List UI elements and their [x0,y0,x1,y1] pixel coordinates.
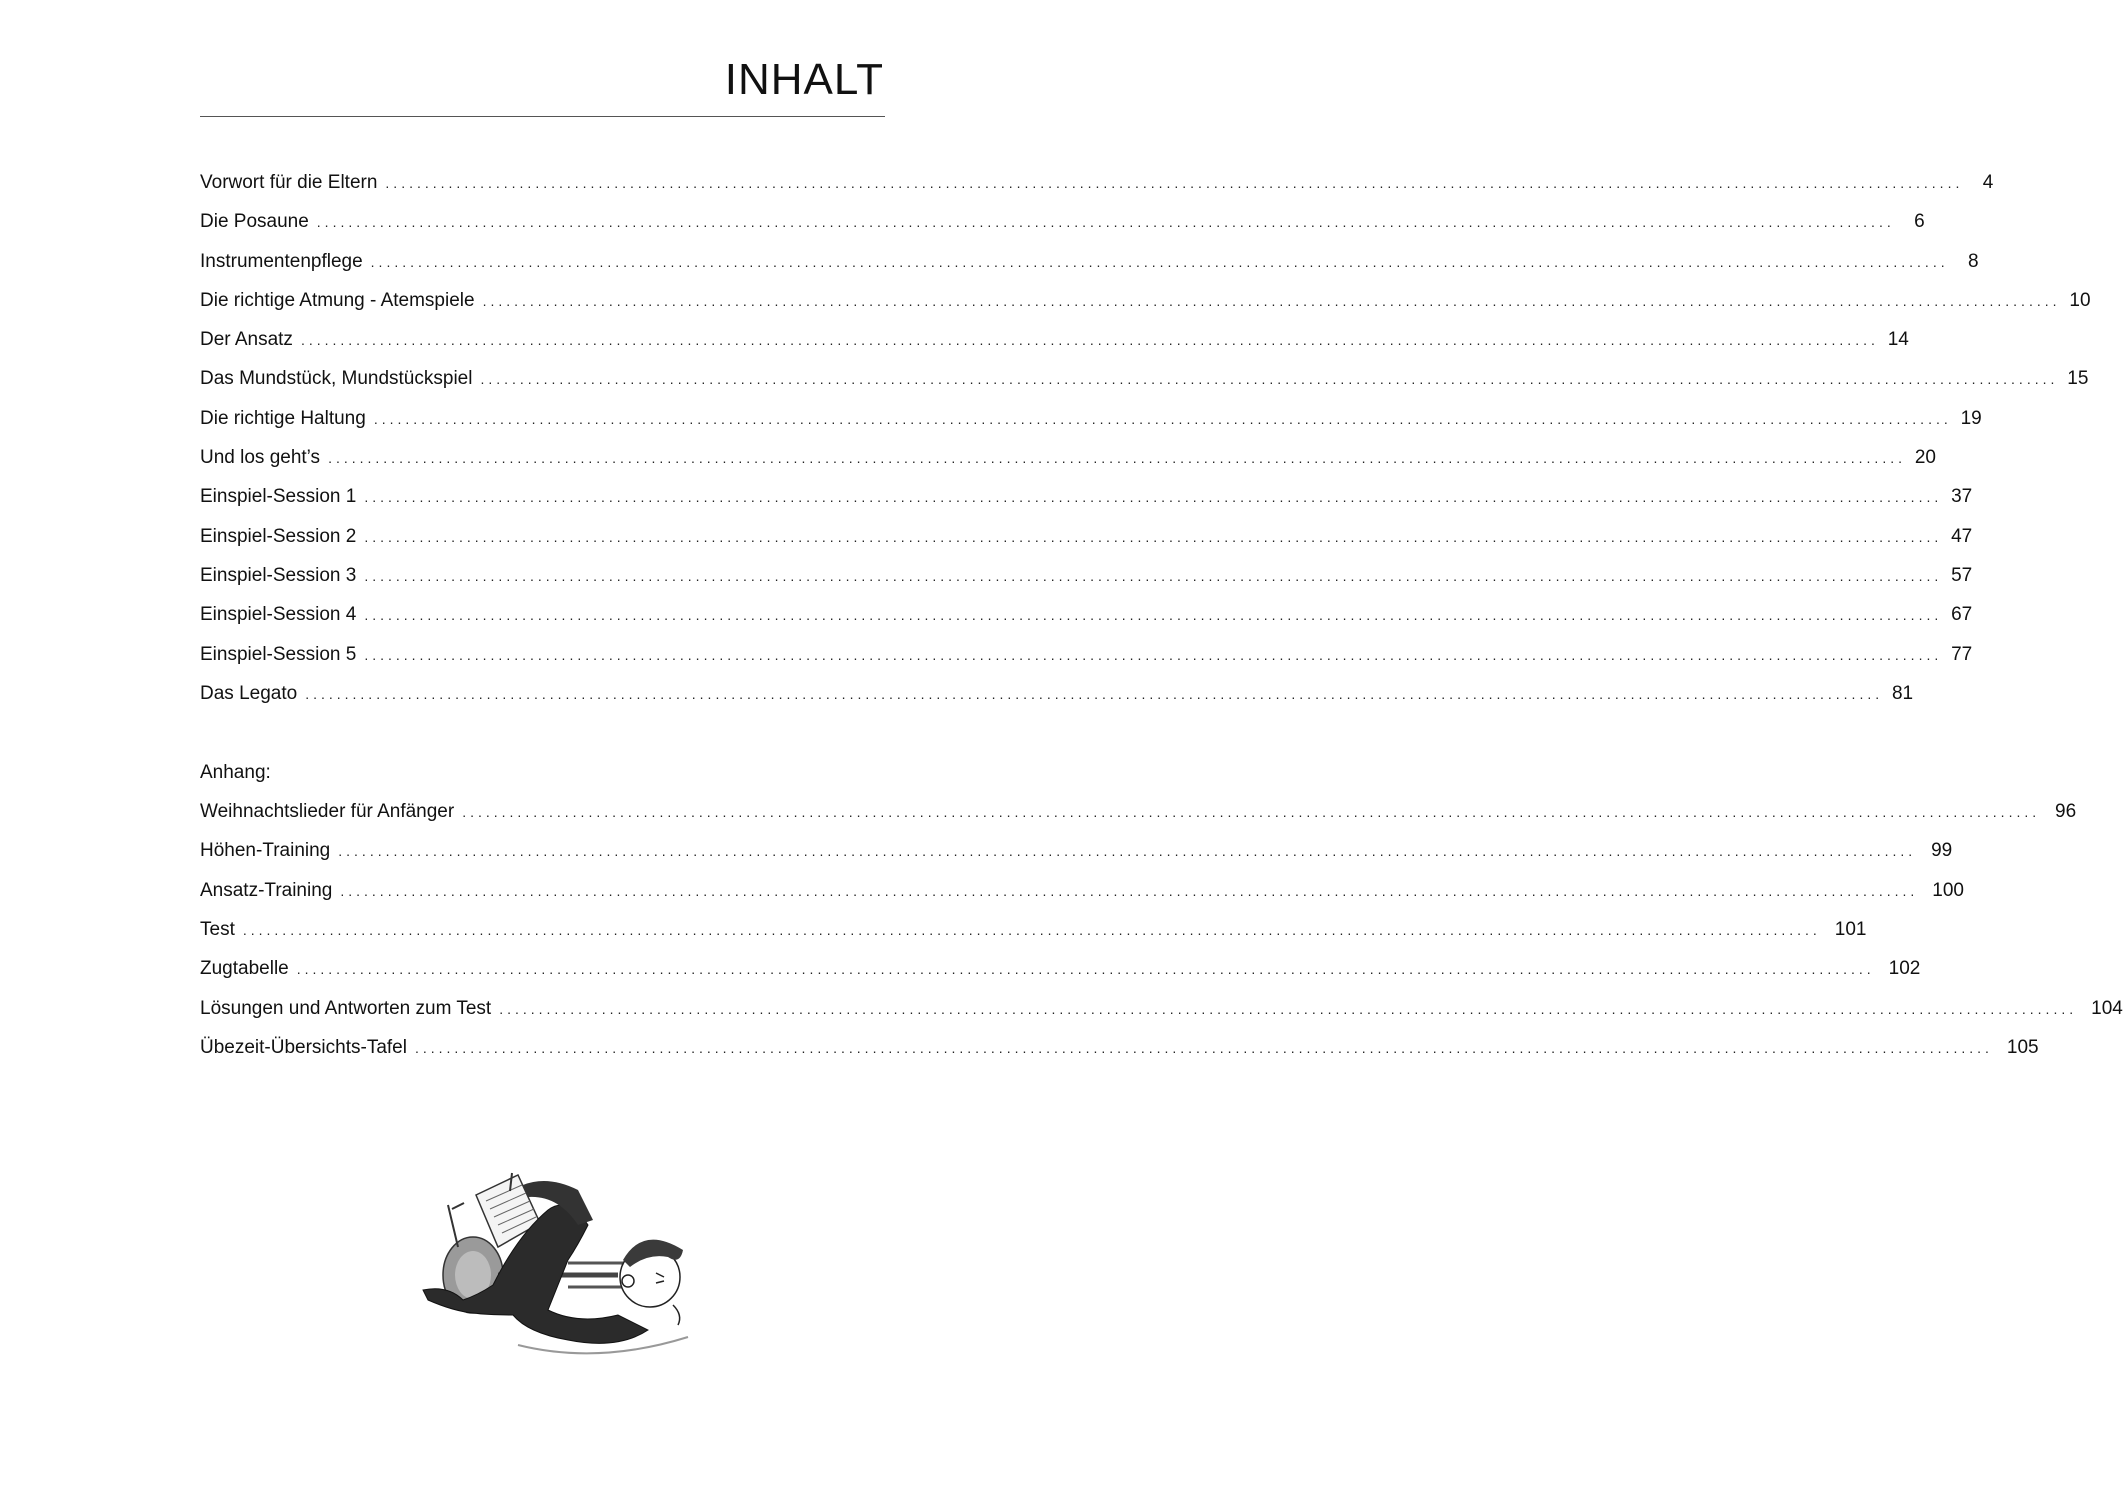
toc-entry-page: 8 [1968,250,1979,272]
toc-entry [200,447,1936,486]
toc-entry-page: 101 [1834,919,1867,941]
toc-entry-title: Lösungen und Antworten zum Test [200,997,492,1019]
toc-entry-title: Zugtabelle [200,958,289,980]
dot-leader: ........................................................................................................................................................................................................ [462,804,2041,821]
dot-leader: ........................................................................................................................................................................................................ [338,843,1917,860]
toc-entry [200,801,2077,840]
toc-entry-page: 47 [1951,525,1973,547]
appendix-label: Anhang: [200,762,271,784]
toc-entry [200,997,2123,1037]
toc-entry-title: Instrumentenpflege [200,250,363,272]
toc-entry [200,525,1973,565]
toc-entry [200,1036,2039,1076]
toc-entry-title: Ansatz-Training [200,879,333,901]
toc-entry-title: Übezeit-Übersichts-Tafel [200,1036,407,1058]
toc-entry-title: Das Legato [200,682,298,704]
page-title: INHALT [724,55,884,104]
toc-entry-title: Einspiel-Session 4 [200,604,357,626]
toc-entry-title: Test [200,919,235,941]
toc-entry-title: Einspiel-Session 3 [200,564,357,586]
dot-leader: ........................................................................................................................................................................................................ [364,528,1943,545]
toc-entry-page: 57 [1951,564,1973,586]
toc-entry [200,604,1973,643]
dot-leader: ........................................................................................................................................................................................................ [499,1000,2078,1017]
dot-leader: ........................................................................................................................................................................................................ [414,1039,1993,1056]
toc-entry-title: Höhen-Training [200,840,331,862]
toc-entry [200,211,1925,250]
toc-entry-page: 67 [1951,604,1973,626]
toc-entry-page: 10 [2069,289,2091,311]
dot-leader: ........................................................................................................................................................................................................ [300,332,1879,349]
toc-entry-page: 4 [1982,172,1994,193]
toc-entry-page: 15 [2067,368,2089,390]
toc-entry [200,172,1994,211]
dot-leader: ........................................................................................................................................................................................................ [364,489,1943,506]
toc-entry-title: Einspiel-Session 1 [200,486,357,508]
toc-entry-title: Einspiel-Session 2 [200,525,357,547]
toc-entry-page: 96 [2055,801,2077,823]
toc-entry-title: Und los geht’s [200,447,321,469]
toc-entry [200,919,1867,958]
dot-leader: ........................................................................................................................................................................................................ [482,292,2061,309]
toc-entry-title: Weihnachtslieder für Anfänger [200,801,455,823]
toc-entry-page: 14 [1887,329,1909,351]
trombone-player-illustration [418,1165,703,1365]
toc-entry-page: 99 [1931,840,1953,862]
toc-entry [200,840,1953,879]
toc-entry [200,368,2089,407]
toc-entry [200,407,1982,447]
toc-entry-title: Einspiel-Session 5 [200,643,357,665]
dot-leader: ........................................................................................................................................................................................................ [242,922,1821,939]
table-of-contents [200,172,2123,1076]
toc-entry-page: 81 [1891,682,1914,704]
toc-entry [200,958,1921,997]
toc-entry [200,682,1914,722]
toc-entry-page: 102 [1888,958,1921,980]
dot-leader: ........................................................................................................................................................................................................ [370,253,1949,270]
dot-leader: ........................................................................................................................................................................................................ [385,175,1964,191]
dot-leader: ........................................................................................................................................................................................................ [316,214,1895,231]
toc-appendix-list [200,801,2123,1076]
toc-entry-page: 100 [1932,879,1964,901]
toc-entry-title: Das Mundstück, Mundstückspiel [200,368,473,390]
toc-entry [200,564,1973,604]
toc-entry-title: Vorwort für die Eltern [200,172,378,193]
toc-entry-page: 19 [1960,407,1982,429]
dot-leader: ........................................................................................................................................................................................................ [328,450,1906,467]
dot-leader: ........................................................................................................................................................................................................ [364,646,1943,663]
toc-main-list [200,172,2091,722]
toc-entry [200,879,1964,919]
dot-leader: ........................................................................................................................................................................................................ [364,607,1943,624]
dot-leader: ........................................................................................................................................................................................................ [340,882,1919,899]
toc-entry-page: 104 [2091,997,2123,1019]
dot-leader: ........................................................................................................................................................................................................ [305,685,1884,702]
toc-entry-page: 77 [1951,643,1973,665]
toc-entry [200,250,1979,290]
dot-leader: ........................................................................................................................................................................................................ [373,410,1952,427]
toc-entry [200,329,1909,368]
toc-entry [200,289,2091,329]
toc-entry-page: 6 [1914,211,1925,233]
toc-entry-title: Die richtige Haltung [200,407,366,429]
title-divider [200,116,885,117]
toc-entry-page: 37 [1951,486,1973,508]
dot-leader: ........................................................................................................................................................................................................ [364,567,1943,584]
toc-entry [200,643,1973,683]
toc-entry [200,486,1973,525]
toc-entry-title: Der Ansatz [200,329,293,351]
dot-leader: ........................................................................................................................................................................................................ [480,371,2059,388]
toc-entry-title: Die richtige Atmung - Atemspiele [200,289,475,311]
toc-entry-title: Die Posaune [200,211,309,233]
toc-entry-page: 20 [1914,447,1936,469]
dot-leader: ........................................................................................................................................................................................................ [296,961,1875,978]
toc-entry-page: 105 [2006,1036,2039,1058]
musician-head [620,1240,683,1325]
